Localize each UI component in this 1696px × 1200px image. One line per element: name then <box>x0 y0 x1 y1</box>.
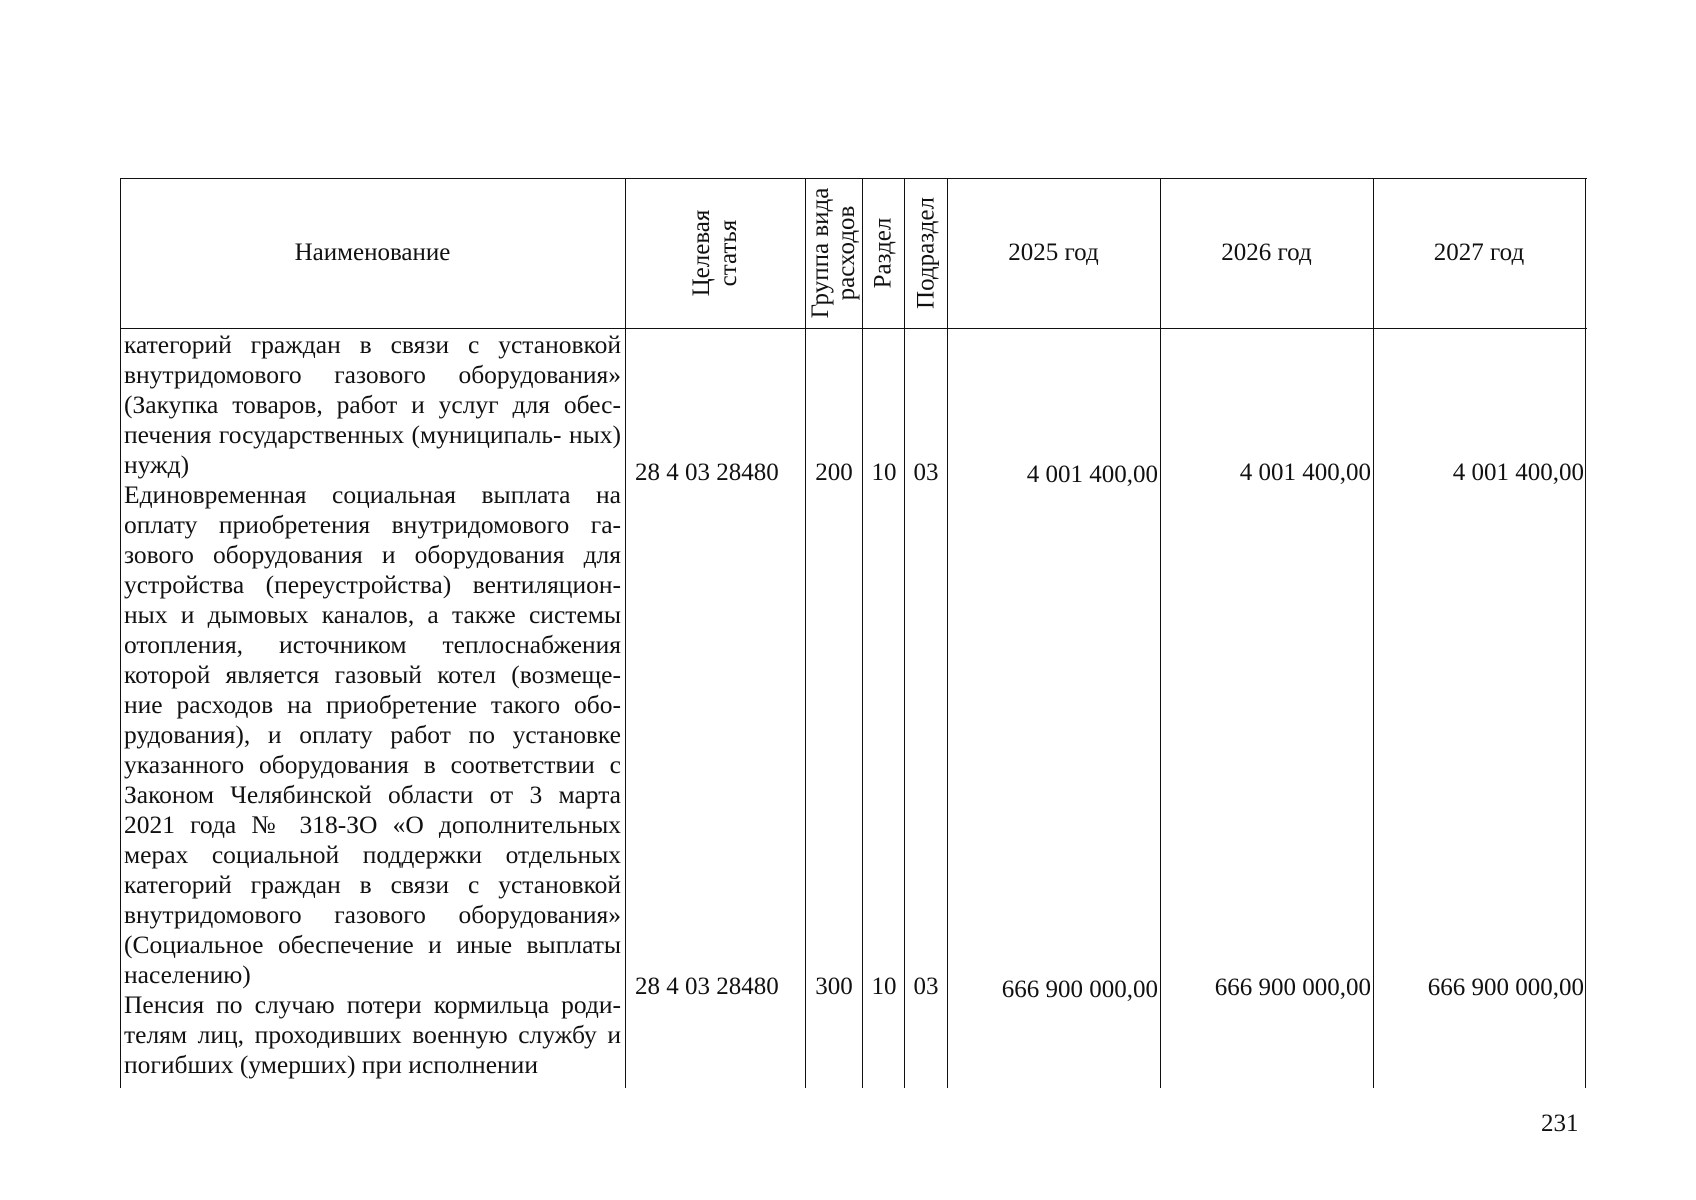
row2-year-2026: 666 900 000,00 <box>1214 974 1371 1001</box>
page-number: 231 <box>1541 1110 1579 1137</box>
row2-subsection: 03 <box>913 973 939 1000</box>
row2-section: 10 <box>871 973 897 1000</box>
row1-year-2026: 4 001 400,00 <box>1239 459 1371 486</box>
name-column <box>120 330 625 1080</box>
row2-expense-group: 300 <box>815 973 853 1000</box>
row1-year-2027: 4 001 400,00 <box>1452 459 1584 486</box>
row2-year-2027: 666 900 000,00 <box>1427 974 1584 1001</box>
row1-target-item: 28 4 03 28480 <box>635 459 779 486</box>
row1-expense-group: 200 <box>815 459 853 486</box>
row-name: Единовременная социальная выплата на оплату приобретения внутридомового га- зового оборудования и оборудования для устройства (переустройства) вентиляцион- ных и дымовых каналов, а также системы отопления, источником теплоснабжения которой является газовый котел (возмеще- ние расходов на приобретение такого обо- рудования), и оплату работ по установке указанного оборудования в соответствии с Законом Челябинской области от 3 марта 2021 года № 318-ЗО «О дополнительных мерах социальной поддержки отдельных категорий граждан в связи с установкой внутридомового газового оборудования» (Социальное обеспечение и иные выплаты населению) <box>124 480 621 989</box>
row-name: Пенсия по случаю потери кормильца роди- телям лиц, проходивших военную службу и погибших (умерших) при исполнении <box>124 990 622 1079</box>
header-year-2026: 2026 год <box>1221 239 1312 266</box>
row1-subsection: 03 <box>913 459 939 486</box>
header-subsection: Подраздел <box>912 197 939 309</box>
row-name: категорий граждан в связи с установкой внутридомового газового оборудования» (Закупка товаров, работ и услуг для обес- печения государственных (муниципаль- ных) нужд) <box>124 330 622 479</box>
row1-year-2025: 4 001 400,00 <box>1026 461 1158 488</box>
budget-table <box>120 178 1587 1088</box>
header-year-2027: 2027 год <box>1433 239 1525 266</box>
header-name: Наименование <box>294 239 451 266</box>
header-bottom-border <box>120 328 1587 329</box>
row2-year-2025: 666 900 000,00 <box>1001 976 1158 1003</box>
row1-section: 10 <box>871 459 897 486</box>
header-year-2025: 2025 год <box>1008 239 1099 266</box>
col-border <box>1585 178 1586 1088</box>
header-expense-group: Группа вида расходов <box>806 187 860 319</box>
header-target-item: Целевая статья <box>688 209 742 297</box>
header-section: Раздел <box>869 217 897 289</box>
row2-target-item: 28 4 03 28480 <box>635 973 779 1000</box>
